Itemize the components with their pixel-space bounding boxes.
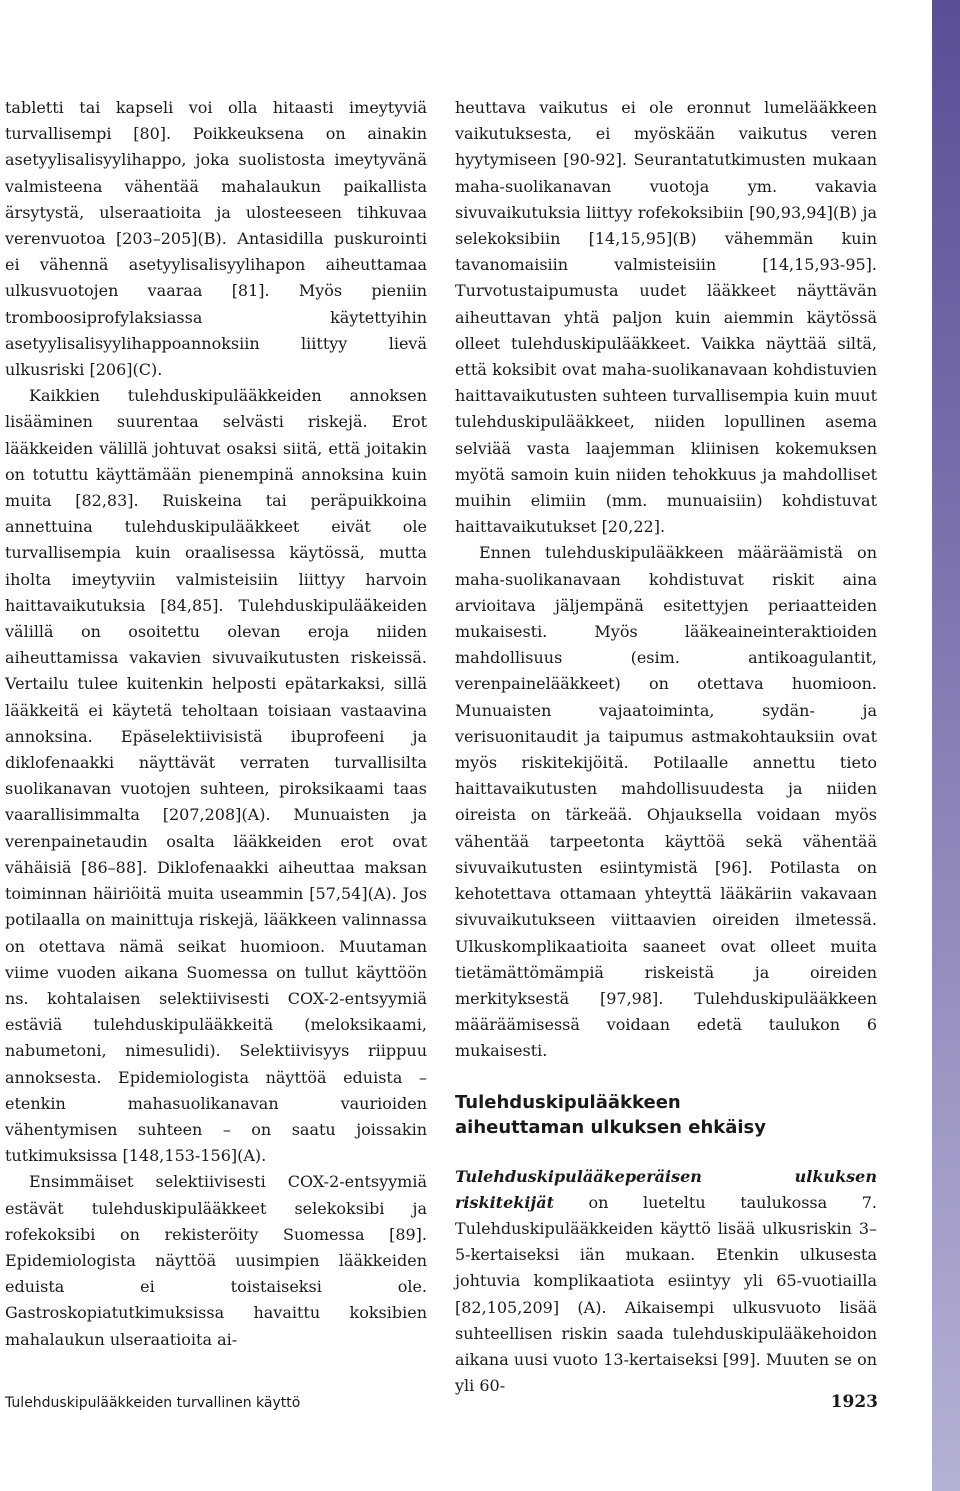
paragraph-lead-phrase: Tulehduskipulääkeperäisen ulkuksen riskitekijät	[455, 1166, 877, 1212]
section-heading-line: aiheuttaman ulkuksen ehkäisy	[455, 1116, 766, 1138]
left-column	[5, 95, 427, 1353]
paragraph-text: on lueteltu taulukossa 7. Tulehduskipulääkkeiden käyttö lisää ulkusriskin 3–5-kertaiseksi iän mukaan. Etenkin ulkusesta johtuvia komplikaatiota esiintyy yli 65-vuotiailla [82,105,209] (A). Aikaisempi ulkusvuoto lisää suhteellisen riskin saada tulehduskipulääkehoidon aikana uusi vuoto 13-kertaiseksi [99]. Muuten se on yli 60-	[455, 1192, 877, 1396]
body-paragraph	[455, 1164, 877, 1400]
decorative-side-bar	[932, 0, 960, 1491]
page-number: 1923	[830, 1392, 878, 1412]
body-paragraph: Kaikkien tulehduskipulääkkeiden annoksen lisääminen suurentaa selvästi riskejä. Erot lääkkeiden välillä johtuvat osaksi siitä, että joitakin on totuttu käyttämään pienempinä annoksina kuin muita [82,83]. Ruiskeina tai peräpuikkoina annettuina tulehduskipulääkkeet eivät ole turvallisempia kuin oraalisessa käytössä, mutta iholta imeytyviin valmisteisiin liittyy harvoin haittavaikutuksia [84,85]. Tulehduskipulääkeiden välillä on osoitettu olevan eroja niiden aiheuttamissa vakavien sivuvaikutusten riskeissä. Vertailu tulee kuitenkin helposti epätarkaksi, sillä lääkkeitä ei käytetä teholtaan toisiaan vastaavina annoksina. Epäselektiivisistä ibuprofeeni ja diklofenaakki näyttävät verraten turvallisilta suolikanavan vuotojen suhteen, piroksikaami taas vaarallisimmalta [207,208](A). Munuaisten ja verenpainetaudin osalta lääkkeiden erot ovat vähäisiä [86–88]. Diklofenaakki aiheuttaa maksan toiminnan häiriöitä muita useammin [57,54](A). Jos potilaalla on mainittuja riskejä, lääkkeen valinnassa on otettava nämä seikat huomioon. Muutaman viime vuoden aikana Suomessa on tullut käyttöön ns. kohtalaisen selektiivisesti COX-2-entsyymiä estäviä tulehduskipulääkkeitä (meloksikaami, nabumetoni, nimesulidi). Selektiivisyys riippuu annoksesta. Epidemiologista näyttöä eduista – etenkin mahasuolikanavan vaurioiden vähentymisen suhteen – on saatu joissakin tutkimuksissa [148,153-156](A).	[5, 386, 427, 1166]
section-heading	[455, 1090, 877, 1140]
footer-title: Tulehduskipulääkkeiden turvallinen käyttö	[5, 1395, 301, 1411]
body-paragraph: heuttava vaikutus ei ole eronnut lumelääkkeen vaikutuksesta, ei myöskään vaikutus veren hyytymiseen [90-92]. Seurantatutkimusten mukaan maha-suolikanavan vuotoja ym. vakavia sivuvaikutuksia liittyy rofekoksibiin [90,93,94](B) ja selekoksibiin [14,15,95](B) vähemmän kuin tavanomaisiin valmisteisiin [14,15,93-95]. Turvotustaipumusta uudet lääkkeet näyttävän aiheuttavan yhtä paljon kuin aiemmin käytössä olleet tulehduskipulääkkeet. Vaikka näyttää siltä, että koksibit ovat maha-suolikanavaan kohdistuvien haittavaikutusten suhteen turvallisempia kuin muut tulehduskipulääkkeet, niiden lopullinen asema selviää vasta laajemman kliinisen kokemuksen myötä samoin kuin niiden tehokkuus ja mahdolliset muihin elimiin (mm. munuaisiin) kohdistuvat haittavaikutukset [20,22].	[455, 98, 877, 537]
section-heading-line: Tulehduskipulääkkeen	[455, 1091, 681, 1113]
body-paragraph: Ensimmäiset selektiivisesti COX-2-entsyymiä estävät tulehduskipulääkkeet selekoksibi ja rofekoksibi on rekisteröity Suomessa [89]. Epidemiologista näyttöä uusimpien lääkkeiden eduista ei toistaiseksi ole. Gastroskopiatutkimuksissa havaittu koksibien mahalaukun ulseraatioita ai-	[5, 1172, 427, 1349]
right-column	[455, 95, 877, 1399]
body-paragraph: Ennen tulehduskipulääkkeen määräämistä on maha-suolikanavaan kohdistuvat riskit aina arvioitava jäljempänä esitettyjen periaatteiden mukaisesti. Myös lääkeaineinteraktioiden mahdollisuus (esim. antikoagulantit, verenpainelääkkeet) on otettava huomioon. Munuaisten vajaatoiminta, sydän- ja verisuonitaudit ja taipumus astmakohtauksiin ovat myös riskitekijöitä. Potilaalle annettu tieto haittavaikutusten mahdollisuudesta ja niiden oireista on tärkeää. Ohjauksella voidaan myös vähentää tarpeetonta käyttöä sekä vähentää sivuvaikutusten esiintymistä [96]. Potilasta on kehotettava ottamaan yhteyttä lääkäriin vakavaan sivuvaikutukseen viittaavien oireiden ilmetessä. Ulkuskomplikaatioita saaneet ovat olleet muita tietämättömämpiä riskeistä ja oireiden merkityksestä [97,98]. Tulehduskipulääkkeen määräämisessä voidaan edetä taulukon 6 mukaisesti.	[455, 543, 877, 1061]
body-paragraph: tabletti tai kapseli voi olla hitaasti imeytyviä turvallisempi [80]. Poikkeuksena on ainakin asetyylisalisyylihappo, joka suolistosta imeytyvänä valmisteena vähentää mahalaukun paikallista ärsytystä, ulseraatioita ja ulosteeseen tihkuvaa verenvuotoa [203–205](B). Antasidilla puskurointi ei vähennä asetyylisalisyylihapon aiheuttamaa ulkusvuotojen vaaraa [81]. Myös pieniin tromboosiprofylaksiassa käytettyihin asetyylisalisyylihappoannoksiin liittyy lievä ulkusriski [206](C).	[5, 98, 427, 380]
